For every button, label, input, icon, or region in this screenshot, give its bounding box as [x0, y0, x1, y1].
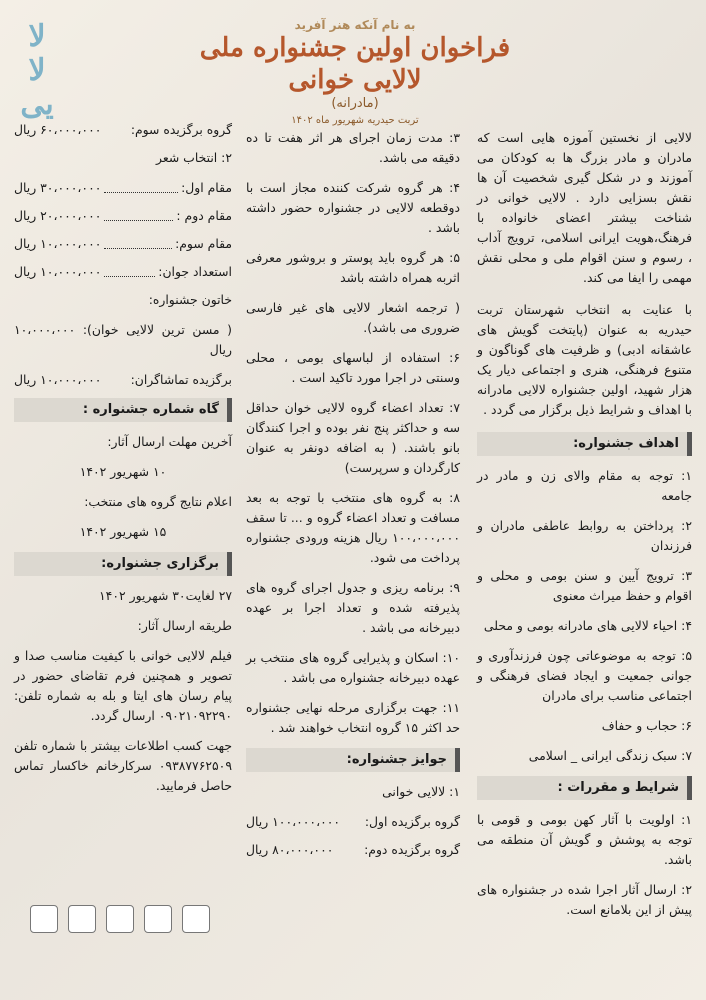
goal-item: ۴: احیاء لالایی های مادرانه بومی و محلی	[483, 618, 692, 633]
prize-value: ۱۰،۰۰۰،۰۰۰ ریال	[14, 236, 102, 251]
goal-item: ۱: توجه به مقام والای زن و مادر در جامعه	[477, 468, 692, 503]
poster-title-block	[180, 18, 530, 126]
sponsor-logos	[30, 905, 220, 939]
poetry-prize-row	[14, 206, 232, 226]
prize-label: مقام اول:	[181, 180, 232, 195]
title-paren: (مادرانه)	[331, 96, 379, 111]
festival-logo	[14, 20, 60, 130]
prize-label: برگزیده تماشاگران:	[130, 372, 232, 387]
poster-title: فراخوان اولین جشنواره ملی لالایی خوانی	[199, 33, 511, 95]
prize-value: ۸۰،۰۰۰،۰۰۰ ریال	[246, 842, 334, 857]
right-column	[477, 128, 692, 930]
rule-item: ۱: اولویت با آثار کهن بومی و قومی با توجه به پوشش و گویش آن منطقه می باشد.	[477, 812, 692, 867]
poetry-header: ۲: انتخاب شعر	[156, 150, 232, 165]
contact-text: جهت کسب اطلاعات بیشتر با شماره تلفن ۰۹۳۸۷۷۶۲۵۰۹ سرکارخانم خاکسار تماس حاصل فرمایید.	[14, 738, 232, 793]
rules-header: شرایط و مقررات :	[477, 776, 692, 800]
prize-label: گروه برگزیده سوم:	[130, 122, 232, 137]
rule-item: ۹: برنامه ریزی و جدول اجرای گروه های پذیرفته شده و تعداد اجرا بر عهده دبیرخانه می باشد .	[246, 580, 460, 635]
holding-date: ۲۷ لغایت۳۰ شهریور ۱۴۰۲	[99, 588, 232, 603]
middle-column	[246, 128, 460, 868]
poetry-prize-row	[14, 262, 232, 282]
date-line: تربت حیدریه شهریور ماه ۱۴۰۲	[291, 115, 419, 126]
rule-item: ۴: هر گروه شرکت کننده مجاز است با دوقطعه لالایی در جشنواره حضور داشته باشد .	[246, 180, 460, 235]
goal-item: ۷: سبک زندگی ایرانی _ اسلامی	[528, 748, 692, 763]
oldest-prize: ( مسن ترین لالایی خوان): ۱۰،۰۰۰،۰۰۰ ریال	[14, 322, 232, 357]
prize-value: ۱۰،۰۰۰،۰۰۰ ریال	[14, 372, 102, 387]
goal-item: ۶: حجاب و حفاف	[601, 718, 692, 733]
sponsor-logo-icon	[30, 905, 58, 933]
timeline-item: ۱۰ شهریور ۱۴۰۲	[79, 464, 167, 479]
goal-item: ۲: پرداختن به روابط عاطفی مادران و فرزندان	[477, 518, 692, 553]
prizes-header: جوایز جشنواره:	[246, 748, 460, 772]
logo-text-1: لا	[28, 19, 46, 54]
send-method-title: طریقه ارسال آثار:	[137, 618, 232, 633]
prize-label: گروه برگزیده دوم:	[364, 842, 460, 857]
rule-item: ۱۱: جهت برگزاری مرحله نهایی جشنواره حد اکثر ۱۵ گروه انتخاب خواهند شد .	[246, 700, 460, 735]
rule-item: ۵: هر گروه باید پوستر و بروشور معرفی اثربه همراه داشته باشد	[246, 250, 460, 285]
send-method-text: فیلم لالایی خوانی با کیفیت مناسب صدا و تصویر و همچنین فرم تقاضای حضور در پیام رسان های ایتا و بله به شماره تلفن: ۰۹۰۲۱۰۹۲۲۹۰ ارسال گردد.	[14, 648, 232, 723]
rule-item: ( ترجمه اشعار لالایی های غیر فارسی ضروری می باشد).	[246, 300, 460, 335]
prize-value: ۶۰،۰۰۰،۰۰۰ ریال	[14, 122, 102, 137]
prize-value: ۱۰۰،۰۰۰،۰۰۰ ریال	[246, 814, 341, 829]
goals-header: اهداف جشنواره:	[477, 432, 692, 456]
rule-item: ۲: ارسال آثار اجرا شده در جشنواره های پیش از این بلامانع است.	[477, 882, 692, 917]
prize-row	[246, 812, 460, 832]
sponsor-logo-icon	[106, 905, 134, 933]
prize-label: استعداد جوان:	[158, 264, 232, 279]
intro-paragraph-2: با عنایت به انتخاب شهرستان تربت حیدریه به عنوان (پایتخت گویش های عاشقانه ادبی) و ظرفیت های گوناگون و متنوع فرهنگی، هنری و اجتماعی دیار یک هزار شهید، اولین جشنواره لالایی مادرانه با اهداف و شرایط ذیل برگزار می گردد .	[477, 302, 692, 417]
timeline-item: آخرین مهلت ارسال آثار:	[107, 434, 232, 449]
intro-paragraph-1: لالایی از نخستین آموزه هایی است که مادران و مادر بزرگ ها به کودکان می آموزند و در شکل گیری شخصیت آن ها نقش بسزایی دارد . لالایی خوانی در شناخت بیشتر اعضای خانواده با فرهنگ،هویت ایرانی اسلامی، ترویج آداب ، رسوم و سنن اقوام ملی و محلی نقش مهمی را ایفا می کند.	[477, 130, 692, 285]
title-subtitle: به نام آنکه هنر آفرید	[294, 18, 416, 32]
logo-text-2: لا	[28, 53, 46, 88]
prize-value: ۱۰،۰۰۰،۰۰۰ ریال	[14, 264, 102, 279]
goal-item: ۵: توجه به موضوعاتی چون فرزندآوری و جوانی جمعیت و ایجاد فضای فرهنگی و اجتماعی مناسب برای مادران	[477, 648, 692, 703]
sponsor-logo-icon	[68, 905, 96, 933]
prize-label: مقام دوم :	[176, 208, 232, 223]
prize-row	[14, 120, 232, 140]
prize-label: مقام سوم:	[175, 236, 232, 251]
rule-item: ۳: مدت زمان اجرای هر اثر هفت تا ده دقیقه می باشد.	[246, 130, 460, 165]
prize-value: ۳۰،۰۰۰،۰۰۰ ریال	[14, 180, 102, 195]
prize-value: ۲۰،۰۰۰،۰۰۰ ریال	[14, 208, 102, 223]
holding-header: برگزاری جشنواره:	[14, 552, 232, 576]
left-column	[14, 120, 232, 806]
rule-item: ۶: استفاده از لباسهای بومی ، محلی وسنتی در اجرا مورد تاکید است .	[246, 350, 460, 385]
rule-item: ۸: به گروه های منتخب با توجه به بعد مسافت و تعداد اعضاء گروه و ... تا سقف ۱۰۰،۰۰۰،۰۰۰ ریال هزینه ورودی جشنواره پرداخت می شود.	[246, 490, 460, 565]
sponsor-logo-icon	[182, 905, 210, 933]
poetry-prize-row	[14, 178, 232, 198]
prize-row	[246, 840, 460, 860]
logo-text-3: یی	[20, 87, 54, 122]
timeline-header: گاه شماره جشنواره :	[14, 398, 232, 422]
rule-item: ۱۰: اسکان و پذیرایی گروه های منتخب بر عهده دبیرخانه جشنواره می باشد .	[246, 650, 460, 685]
audience-prize-row	[14, 370, 232, 390]
goal-item: ۳: ترویج آیین و سنن بومی و محلی و اقوام و حفظ میراث معنوی	[477, 568, 692, 603]
lady-title: خاتون جشنواره:	[148, 292, 232, 307]
timeline-item: اعلام نتایج گروه های منتخب:	[84, 494, 232, 509]
timeline-item: ۱۵ شهریور ۱۴۰۲	[79, 524, 167, 539]
rule-item: ۷: تعداد اعضاء گروه لالایی خوان حداقل سه و حداکثر پنج نفر بوده و اجرا کنندگان بانو باشند. ( به اضافه دونفر به عنوان کارگردان و سرپرست)	[246, 400, 460, 475]
sponsor-logo-icon	[144, 905, 172, 933]
prize-label: گروه برگزیده اول:	[364, 814, 460, 829]
poetry-prize-row	[14, 234, 232, 254]
prize-section-title: ۱: لالایی خوانی	[382, 784, 460, 799]
